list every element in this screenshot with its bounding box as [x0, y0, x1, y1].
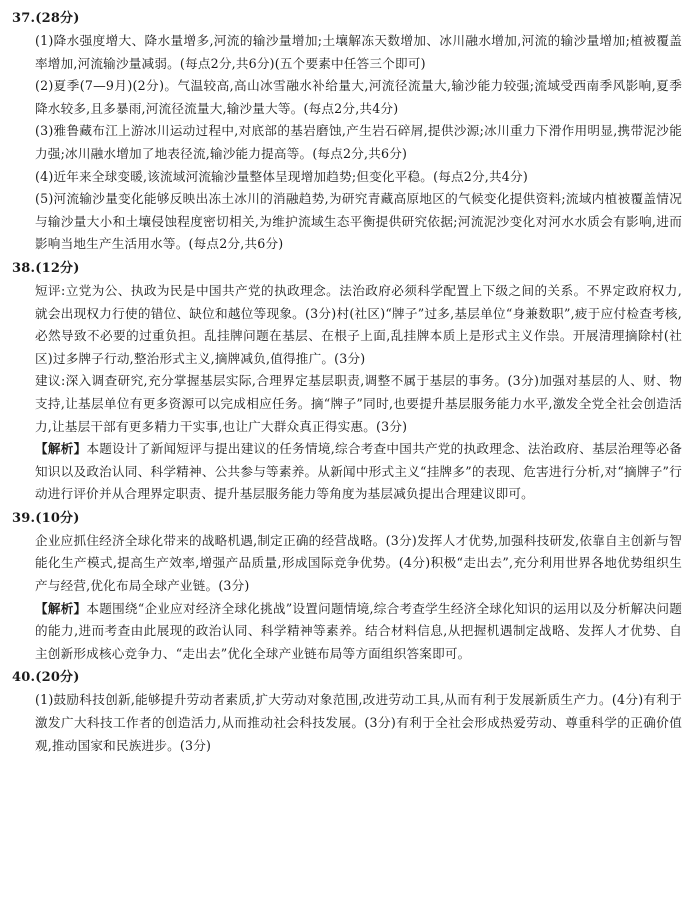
q37-part-5: (5)河流输沙量变化能够反映出冻土冰川的消融趋势,为研究青藏高原地区的气候变化提供资料;流域内植被覆盖情况与输沙量大小和土壤侵蚀程度密切相关,为维护流域生态平衡提供研究依据;河流泥沙变化对河水水质会有影响,进而影响当地生产生活用水等。(每点2分,共6分)	[35, 191, 682, 252]
question-37	[12, 8, 682, 256]
q40-part-1: (1)鼓励科技创新,能够提升劳动者素质,扩大劳动对象范围,改进劳动工具,从而有利于发展新质生产力。(4分)有利于激发广大科技工作者的创造活力,从而推动社会科技发展。(3分)有利于全社会形成热爱劳动、尊重科学的正确价值观,推动国家和民族进步。(3分)	[35, 692, 682, 753]
q37-part-1: (1)降水强度增大、降水量增多,河流的输沙量增加;土壤解冻天数增加、冰川融水增加,河流的输沙量增加;植被覆盖率增加,河流输沙量减弱。(每点2分,共6分)(五个要素中任答三个即可)	[35, 33, 682, 71]
question-40	[12, 667, 682, 757]
question-38-heading: 38.(12分)	[12, 260, 80, 276]
analysis-tag: 【解析】	[35, 441, 87, 457]
q39-analysis	[12, 598, 682, 666]
analysis-text: 本题设计了新闻短评与提出建议的任务情境,综合考查中国共产党的执政理念、法治政府、基层治理等必备知识以及政治认同、科学精神、公共参与等素养。从新闻中形式主义“挂牌多”的表现、危害进行分析,对“摘牌子”行动进行评价并从合理界定职责、提升基层服务能力等角度为基层减负提出合理建议即可。	[35, 441, 682, 502]
q37-part-3: (3)雅鲁藏布江上游冰川运动过程中,对底部的基岩磨蚀,产生岩石碎屑,提供沙源;冰川重力下滑作用明显,携带泥沙能力强;冰川融水增加了地表径流,输沙能力提高等。(每点2分,共6分)	[35, 123, 682, 161]
q38-suggestions: 建议:深入调查研究,充分掌握基层实际,合理界定基层职责,调整不属于基层的事务。(3分)加强对基层的人、财、物支持,让基层单位有更多资源可以完成相应任务。摘“牌子”同时,也要提升基层服务能力水平,激发全党全社会创造活力,让基层干部有更多精力干实事,也让广大群众真正得实惠。(3分)	[35, 373, 682, 434]
q37-part-2: (2)夏季(7—9月)(2分)。气温较高,高山冰雪融水补给量大,河流径流量大,输沙能力较强;流域受西南季风影响,夏季降水较多,且多暴雨,河流径流量大,输沙量大等。(每点2分,共4分)	[35, 78, 682, 116]
question-39	[12, 508, 682, 666]
q39-answer: 企业应抓住经济全球化带来的战略机遇,制定正确的经营战略。(3分)发挥人才优势,加强科技研发,依靠自主创新与智能化生产模式,提高生产效率,增强产品质量,形成国际竞争优势。(4分)积极“走出去”,充分利用世界各地优势组织生产与经营,优化布局全球产业链。(3分)	[35, 532, 682, 594]
q38-analysis	[12, 438, 682, 506]
analysis-text: 本题围绕“企业应对经济全球化挑战”设置问题情境,综合考查学生经济全球化知识的运用以及分析解决问题的能力,进而考查由此展现的政治认同、科学精神等素养。结合材料信息,从把握机遇制定战略、发挥人才优势、自主创新形成核心竞争力、“走出去”优化全球产业链布局等方面组织答案即可。	[35, 600, 682, 661]
analysis-tag: 【解析】	[35, 600, 87, 616]
q38-commentary: 短评:立党为公、执政为民是中国共产党的执政理念。法治政府必须科学配置上下级之间的关系。不界定政府权力,就会出现权力行使的错位、缺位和越位等现象。(3分)村(社区)“牌子”过多,基层单位“身兼数职”,疲于应付检查考核,必然导致不必要的过重负担。乱挂牌问题在基层、在根子上面,乱挂牌本质上是形式主义作祟。开展清理摘除村(社区)过多牌子行动,整治形式主义,摘牌减负,值得推广。(3分)	[35, 282, 682, 366]
question-40-heading: 40.(20分)	[12, 670, 80, 686]
question-39-heading: 39.(10分)	[12, 510, 80, 526]
question-38	[12, 258, 682, 506]
q37-part-4: (4)近年来全球变暖,该流域河流输沙量整体呈现增加趋势;但变化平稳。(每点2分,共4分)	[35, 168, 528, 184]
question-37-heading: 37.(28分)	[12, 11, 80, 26]
